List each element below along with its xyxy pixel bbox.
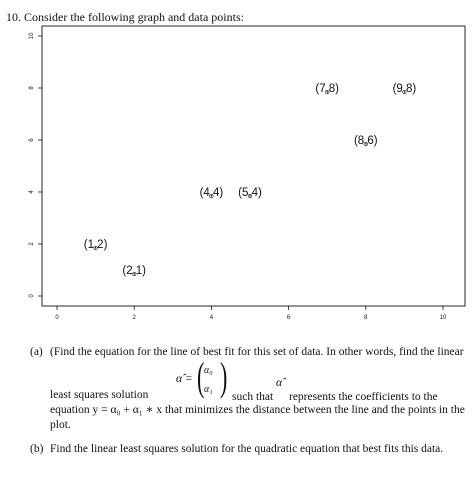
y-axis [29,32,42,298]
x-tick-label: 8 [364,315,368,321]
part-a-label: (a) [30,346,43,358]
data-point-label: (5,4) [238,187,262,199]
y-tick-label: 2 [29,242,35,246]
alpha-hat-equals: α̂ = [176,373,193,385]
plot-frame [42,26,465,306]
part-a-line1: (Find the equation for the line of best fit for this set of data. In other words, find the linear [50,346,464,358]
y-tick-label: 0 [29,294,35,298]
x-tick-label: 6 [286,315,291,321]
x-tick-label: 2 [132,315,136,321]
data-point-label: (4,4) [199,187,224,199]
right-paren: ) [219,354,228,399]
data-point-label: (8,6) [353,135,378,147]
y-tick-label: 8 [29,86,35,90]
y-tick-label: 4 [29,190,35,194]
alpha-hat-symbol: α̂ [276,377,283,389]
part-a-represents: represents the coefficients to the [289,391,438,403]
question-heading: 10. Consider the following graph and data points: [6,10,244,24]
alpha0-entry: α₀ [204,365,213,376]
alpha1-entry: α₁ [204,384,213,395]
data-points [84,83,417,277]
y-tick-label: 6 [29,138,35,142]
y-tick-label: 10 [29,32,35,40]
such-that: such that [232,391,274,403]
data-point-label: (2,1) [122,265,147,277]
x-tick-label: 4 [209,315,214,321]
x-axis [55,306,447,321]
left-paren: ( [196,354,205,399]
part-b-label: (b) [30,443,44,455]
x-tick-label: 10 [439,315,447,321]
part-a-line3: equation y = α₀ + α₁ ∗ x that minimizes the distance between the line and the points in the [50,404,465,416]
part-b-text: Find the linear least squares solution for the quadratic equation that best fits this data. [50,443,444,455]
data-point-label: (1,2) [83,239,108,251]
data-point-label: (7,8) [315,83,340,95]
x-tick-label: 0 [55,315,59,321]
part-a-line4: plot. [50,419,71,431]
data-point-label: (9,8) [392,83,417,95]
part-a-prefix: least squares solution [50,389,149,401]
